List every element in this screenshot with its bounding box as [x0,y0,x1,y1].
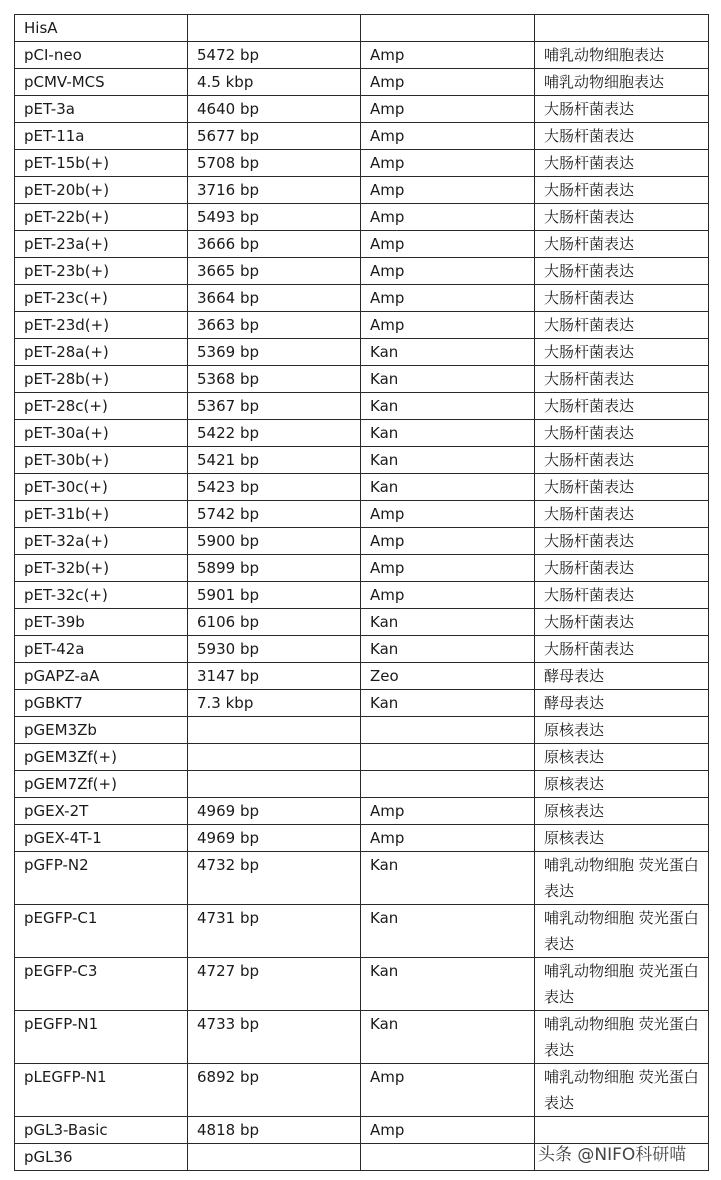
table-row [15,204,709,231]
plasmid-name-cell: pET-11a [15,123,188,150]
plasmid-size-cell: 7.3 kbp [188,690,361,717]
expression-use-cell: 大肠杆菌表达 [535,636,709,663]
plasmid-name-cell: pET-30a(+) [15,420,188,447]
resistance-cell: Kan [361,852,535,905]
expression-use-cell: 原核表达 [535,798,709,825]
plasmid-name-cell: HisA [15,15,188,42]
plasmid-name-cell: pET-20b(+) [15,177,188,204]
table-row [15,852,709,905]
expression-use-cell: 酵母表达 [535,690,709,717]
expression-use-cell: 大肠杆菌表达 [535,366,709,393]
plasmid-name-cell: pLEGFP-N1 [15,1064,188,1117]
expression-use-cell: 大肠杆菌表达 [535,177,709,204]
plasmid-size-cell: 4.5 kbp [188,69,361,96]
expression-use-cell: 哺乳动物细胞表达 [535,69,709,96]
plasmid-size-cell: 4969 bp [188,825,361,852]
expression-use-cell: 大肠杆菌表达 [535,285,709,312]
table-row [15,42,709,69]
table-row [15,366,709,393]
plasmid-size-cell: 3716 bp [188,177,361,204]
plasmid-size-cell: 3147 bp [188,663,361,690]
plasmid-size-cell: 3663 bp [188,312,361,339]
plasmid-name-cell: pET-28c(+) [15,393,188,420]
plasmid-size-cell: 5472 bp [188,42,361,69]
resistance-cell: Kan [361,420,535,447]
plasmid-size-cell: 4731 bp [188,905,361,958]
expression-use-cell: 原核表达 [535,717,709,744]
resistance-cell: Amp [361,825,535,852]
expression-use-cell: 大肠杆菌表达 [535,123,709,150]
resistance-cell: Kan [361,905,535,958]
table-row [15,744,709,771]
resistance-cell: Amp [361,177,535,204]
expression-use-cell: 大肠杆菌表达 [535,609,709,636]
plasmid-name-cell: pET-32b(+) [15,555,188,582]
plasmid-size-cell: 3665 bp [188,258,361,285]
resistance-cell [361,744,535,771]
plasmid-name-cell: pGEM3Zb [15,717,188,744]
plasmid-size-cell: 4733 bp [188,1011,361,1064]
plasmid-name-cell: pEGFP-C1 [15,905,188,958]
expression-use-cell: 原核表达 [535,771,709,798]
expression-use-cell: 哺乳动物细胞 荧光蛋白表达 [535,852,709,905]
plasmid-name-cell: pGBKT7 [15,690,188,717]
plasmid-size-cell: 6106 bp [188,609,361,636]
resistance-cell: Amp [361,1064,535,1117]
plasmid-name-cell: pGFP-N2 [15,852,188,905]
plasmid-size-cell [188,15,361,42]
table-row [15,528,709,555]
plasmid-size-cell: 5368 bp [188,366,361,393]
resistance-cell: Kan [361,1011,535,1064]
table-row [15,447,709,474]
table-row [15,69,709,96]
plasmid-name-cell: pGL3-Basic [15,1117,188,1144]
table-row [15,1011,709,1064]
plasmid-size-cell: 5742 bp [188,501,361,528]
plasmid-size-cell: 5493 bp [188,204,361,231]
resistance-cell: Amp [361,582,535,609]
resistance-cell: Amp [361,123,535,150]
expression-use-cell: 酵母表达 [535,663,709,690]
plasmid-size-cell: 5423 bp [188,474,361,501]
plasmid-name-cell: pET-23b(+) [15,258,188,285]
table-row [15,123,709,150]
table-row [15,393,709,420]
plasmid-size-cell: 3664 bp [188,285,361,312]
table-row [15,96,709,123]
plasmid-size-cell: 5899 bp [188,555,361,582]
plasmid-name-cell: pET-30c(+) [15,474,188,501]
plasmid-size-cell: 3666 bp [188,231,361,258]
expression-use-cell: 大肠杆菌表达 [535,96,709,123]
plasmid-name-cell: pET-3a [15,96,188,123]
expression-use-cell: 哺乳动物细胞表达 [535,42,709,69]
plasmid-size-cell [188,744,361,771]
resistance-cell: Kan [361,636,535,663]
expression-use-cell: 大肠杆菌表达 [535,447,709,474]
resistance-cell: Kan [361,958,535,1011]
resistance-cell: Amp [361,96,535,123]
plasmid-size-cell: 5367 bp [188,393,361,420]
plasmid-name-cell: pGAPZ-aA [15,663,188,690]
plasmid-size-cell: 5677 bp [188,123,361,150]
plasmid-name-cell: pEGFP-C3 [15,958,188,1011]
table-row [15,905,709,958]
table-row [15,663,709,690]
resistance-cell: Kan [361,690,535,717]
plasmid-size-cell: 6892 bp [188,1064,361,1117]
table-row [15,609,709,636]
plasmid-name-cell: pET-22b(+) [15,204,188,231]
expression-use-cell: 大肠杆菌表达 [535,339,709,366]
plasmid-size-cell [188,1144,361,1171]
plasmid-name-cell: pET-39b [15,609,188,636]
resistance-cell: Amp [361,42,535,69]
table-row [15,717,709,744]
resistance-cell: Amp [361,69,535,96]
plasmid-name-cell: pGEM3Zf(+) [15,744,188,771]
expression-use-cell: 大肠杆菌表达 [535,474,709,501]
plasmid-table [14,14,709,1171]
resistance-cell: Amp [361,528,535,555]
resistance-cell: Amp [361,501,535,528]
plasmid-name-cell: pET-28a(+) [15,339,188,366]
plasmid-size-cell: 5422 bp [188,420,361,447]
plasmid-size-cell: 4818 bp [188,1117,361,1144]
resistance-cell: Amp [361,150,535,177]
plasmid-name-cell: pET-30b(+) [15,447,188,474]
expression-use-cell: 大肠杆菌表达 [535,150,709,177]
plasmid-name-cell: pGL36 [15,1144,188,1171]
watermark: 头条 @NIFO科研喵 [538,1145,687,1165]
plasmid-name-cell: pET-15b(+) [15,150,188,177]
table-row [15,177,709,204]
expression-use-cell: 大肠杆菌表达 [535,420,709,447]
plasmid-size-cell: 4969 bp [188,798,361,825]
plasmid-name-cell: pEGFP-N1 [15,1011,188,1064]
expression-use-cell: 大肠杆菌表达 [535,528,709,555]
resistance-cell: Kan [361,366,535,393]
table-body [15,15,709,1171]
plasmid-name-cell: pET-42a [15,636,188,663]
plasmid-name-cell: pGEM7Zf(+) [15,771,188,798]
plasmid-size-cell: 5708 bp [188,150,361,177]
expression-use-cell: 原核表达 [535,825,709,852]
resistance-cell: Kan [361,339,535,366]
plasmid-size-cell [188,771,361,798]
expression-use-cell: 大肠杆菌表达 [535,393,709,420]
resistance-cell [361,1144,535,1171]
table-row [15,501,709,528]
expression-use-cell: 哺乳动物细胞 荧光蛋白表达 [535,958,709,1011]
resistance-cell [361,771,535,798]
plasmid-size-cell [188,717,361,744]
expression-use-cell: 大肠杆菌表达 [535,231,709,258]
plasmid-size-cell: 4732 bp [188,852,361,905]
plasmid-name-cell: pET-31b(+) [15,501,188,528]
resistance-cell: Kan [361,474,535,501]
expression-use-cell: 大肠杆菌表达 [535,555,709,582]
plasmid-name-cell: pET-32a(+) [15,528,188,555]
resistance-cell: Amp [361,204,535,231]
plasmid-size-cell: 5930 bp [188,636,361,663]
plasmid-name-cell: pGEX-2T [15,798,188,825]
table-row [15,150,709,177]
plasmid-size-cell: 5901 bp [188,582,361,609]
plasmid-name-cell: pET-28b(+) [15,366,188,393]
table-row [15,15,709,42]
resistance-cell [361,717,535,744]
plasmid-name-cell: pET-23a(+) [15,231,188,258]
plasmid-name-cell: pET-23d(+) [15,312,188,339]
plasmid-size-cell: 5900 bp [188,528,361,555]
resistance-cell: Amp [361,258,535,285]
expression-use-cell: 大肠杆菌表达 [535,312,709,339]
resistance-cell: Kan [361,447,535,474]
table-row [15,420,709,447]
resistance-cell: Amp [361,1117,535,1144]
table-row [15,958,709,1011]
table-row [15,798,709,825]
table-row [15,231,709,258]
expression-use-cell: 大肠杆菌表达 [535,582,709,609]
plasmid-size-cell: 4727 bp [188,958,361,1011]
expression-use-cell: 大肠杆菌表达 [535,501,709,528]
resistance-cell: Amp [361,555,535,582]
expression-use-cell [535,15,709,42]
table-row [15,258,709,285]
resistance-cell: Amp [361,798,535,825]
expression-use-cell: 哺乳动物细胞 荧光蛋白表达 [535,1011,709,1064]
resistance-cell: Zeo [361,663,535,690]
table-row [15,582,709,609]
resistance-cell: Kan [361,609,535,636]
table-row [15,474,709,501]
table-row [15,312,709,339]
expression-use-cell: 哺乳动物细胞 荧光蛋白表达 [535,905,709,958]
table-row [15,1064,709,1117]
table-row [15,339,709,366]
table-row [15,285,709,312]
table-row [15,825,709,852]
resistance-cell [361,15,535,42]
resistance-cell: Amp [361,312,535,339]
table-row [15,555,709,582]
expression-use-cell: 大肠杆菌表达 [535,258,709,285]
resistance-cell: Amp [361,231,535,258]
resistance-cell: Amp [361,285,535,312]
plasmid-name-cell: pCMV-MCS [15,69,188,96]
plasmid-size-cell: 4640 bp [188,96,361,123]
plasmid-size-cell: 5421 bp [188,447,361,474]
plasmid-size-cell: 5369 bp [188,339,361,366]
resistance-cell: Kan [361,393,535,420]
plasmid-name-cell: pGEX-4T-1 [15,825,188,852]
expression-use-cell: 原核表达 [535,744,709,771]
table-row [15,636,709,663]
plasmid-name-cell: pET-32c(+) [15,582,188,609]
table-row [15,690,709,717]
plasmid-name-cell: pET-23c(+) [15,285,188,312]
expression-use-cell: 大肠杆菌表达 [535,204,709,231]
plasmid-name-cell: pCI-neo [15,42,188,69]
expression-use-cell: 哺乳动物细胞 荧光蛋白表达 [535,1064,709,1117]
table-row [15,771,709,798]
